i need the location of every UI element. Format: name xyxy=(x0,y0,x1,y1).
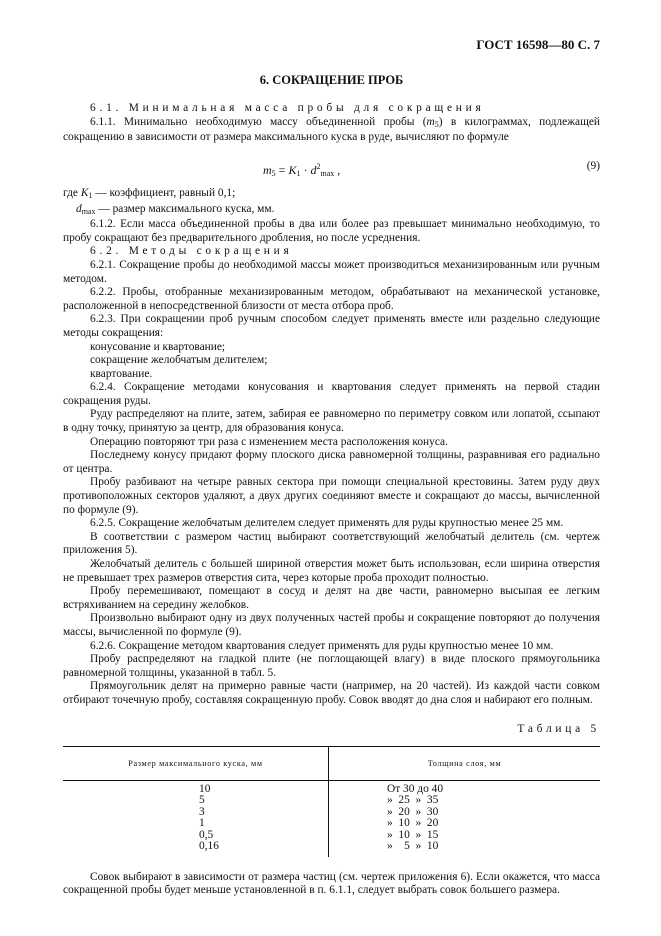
paragraph-6-1-1: 6.1.1. Минимально необходимую массу объединенной пробы $(m_5)$ в килограммах, подлежащей сокращению в зависимости от размера максимального куска в руде, вычисляют по формуле xyxy=(63,115,600,144)
page-header: ГОСТ 16598—80 С. 7 xyxy=(476,37,600,52)
table-header-size: Размер максимального куска, мм xyxy=(63,747,329,781)
table-cell: » 25 » 35 xyxy=(387,794,439,807)
table-cell: » 10 » 20 xyxy=(387,817,439,830)
table-column-sizes xyxy=(63,780,329,857)
list-item: конусование и квартование; xyxy=(90,340,226,353)
section-title: 6. СОКРАЩЕНИЕ ПРОБ xyxy=(259,72,404,87)
paragraph-6-2-1: 6.2.1. Сокращение пробы до необходимой массы может производиться механизированным или ручным методом. xyxy=(63,258,600,285)
table-cell: 10 xyxy=(199,782,211,795)
paragraph-6-2-3: 6.2.3. При сокращении проб ручным способом следует применять вместе или раздельно следующие методы сокращения: xyxy=(63,313,600,339)
paragraph-6-2-4-c: Последнему конусу придают форму плоского диска равномерной толщины, разравнивая его радиально от центра. xyxy=(63,449,600,475)
paragraph-6-2-5-d: Произвольно выбирают одну из двух полученных частей пробы и сокращение повторяют до получения массы, вычисленной по формуле (9). xyxy=(63,612,600,638)
table-cell: От 30 до 40 xyxy=(387,782,444,795)
table-cell: » 20 » 30 xyxy=(387,805,439,818)
paragraph-6-2-5-a: В соответствии с размером частиц выбирают соответствующий желобчатый делитель (см. чертеж приложения 5). xyxy=(63,530,600,557)
paragraph-6-2-5: 6.2.5. Сокращение желобчатым делителем следует применять для руды крупностью менее 25 мм. xyxy=(90,517,564,530)
paragraph-6-2-6: 6.2.6. Сокращение методом квартования следует применять для руды крупностью менее 10 мм. xyxy=(90,639,554,652)
paragraph-6-2-5-c: Пробу перемешивают, помещают в сосуд и делят на две части, равномерно высыпая ее легким встряхиванием на середину желобков. xyxy=(63,585,600,611)
formula-9 xyxy=(63,151,600,185)
paragraph-6-2-6-b: Прямоугольник делят на примерно равные части (например, на 20 частей). Из каждой части совком отбирают точечную пробу, составляя сокращенную пробу. Совок вводят до дна слоя и набирают его полным. xyxy=(63,680,600,706)
table-cell: » 5 » 10 xyxy=(387,840,439,853)
table-header-thickness: Толщина слоя, мм xyxy=(329,747,601,781)
formula-expression: $m_5 = K_1 \cdot d^2_{max}$ , xyxy=(263,161,341,178)
paragraph-6-2-6-a: Пробу распределяют на гладкой плите (не поглощающей влагу) в виде плоского прямоугольника равномерной толщины, указанной в табл. 5. xyxy=(63,653,600,679)
paragraph-6-2-4: 6.2.4. Сокращение методами конусования и квартования следует применять на первой стадии сокращения руды. xyxy=(63,381,600,407)
paragraph-6-1-2: 6.1.2. Если масса объединенной пробы в два или более раз превышает минимально необходимую, то пробу сокращают без предварительного дробления, но после усреднения. xyxy=(63,218,600,244)
paragraph-6-2-5-b: Желобчатый делитель с большей шириной отверстия может быть использован, если ширина отверстия не превышает трех размеров отверстия сита, через которые проба проходит полностью. xyxy=(63,558,600,584)
list-item: квартование. xyxy=(90,367,153,380)
paragraph-6-2-4-b: Операцию повторяют три раза с изменением места расположения конуса. xyxy=(90,435,448,448)
paragraph-6-2-2: 6.2.2. Пробы, отобранные механизированным методом, обрабатывают на механической установке, расположенной в непосредственной близости от места отбора проб. xyxy=(63,286,600,312)
paragraph-after-table: Совок выбирают в зависимости от размера частиц (см. чертеж приложения 6). Если окажется, что масса сокращенной пробы будет меньше установленной в п. 6.1.1, следует выбрать совок большего размера. xyxy=(63,870,600,897)
table-cell: 3 xyxy=(199,805,205,818)
paragraph-6-2-4-d: Пробу разбивают на четыре равных сектора при помощи специальной крестовины. Затем руду двух противоположных секторов удаляют, а двух других соединяют вместе и сокращают до массы, вычисленной по формуле (9). xyxy=(63,476,600,516)
paragraph-6-2-4-a: Руду распределяют на плите, затем, забирая ее равномерно по периметру совком или лопатой, ссыпают в одну точку, принятую за центр, для образования конуса. xyxy=(63,408,600,435)
subsection-heading-6-2: 6.2. Методы сокращения xyxy=(90,245,293,258)
formula-where-dmax: $d_{max}$ — размер максимального куска, мм. xyxy=(76,202,275,216)
subsection-heading-6-1: 6.1. Минимальная масса пробы для сокращения xyxy=(90,102,485,115)
table-cell: » 10 » 15 xyxy=(387,828,439,841)
table-cell: 0,16 xyxy=(199,840,219,853)
formula-number: (9) xyxy=(586,159,600,172)
table-cell: 0,5 xyxy=(199,828,214,841)
table-cell: 5 xyxy=(199,794,205,807)
formula-where-k1: где $K_1$ — коэффициент, равный 0,1; xyxy=(63,186,236,200)
table-cell: 1 xyxy=(199,817,205,830)
table-caption: Таблица 5 xyxy=(517,722,600,735)
document-page xyxy=(63,38,600,898)
table-5 xyxy=(63,746,600,857)
list-item: сокращение желобчатым делителем; xyxy=(90,354,268,367)
table-column-thickness xyxy=(329,780,601,857)
